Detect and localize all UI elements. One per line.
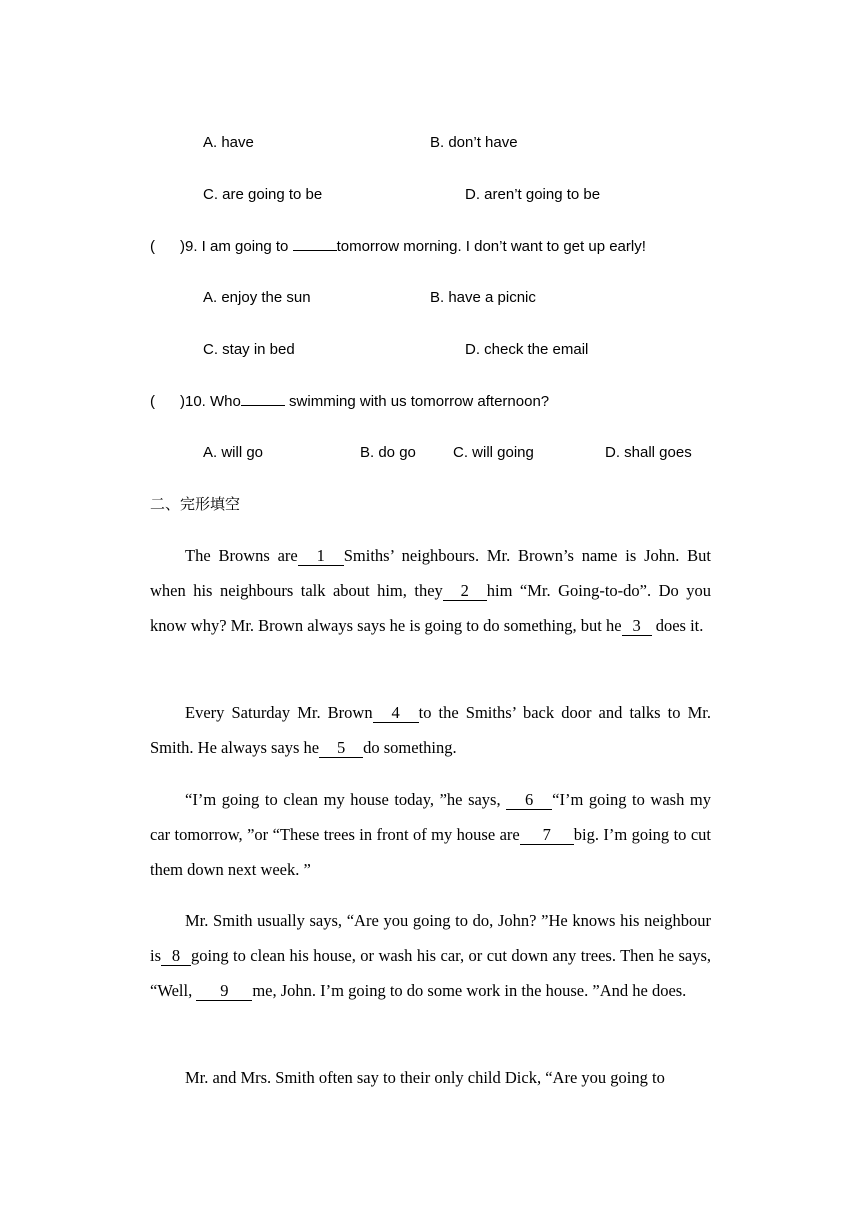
passage-text: “I’m going to clean my house today, ”he says, [185,790,507,809]
question-stem-start: 9. I am going to [185,238,293,255]
passage-paragraph-2 [150,695,711,765]
cloze-blank-7: 7 [520,826,574,845]
q10-option-a: A. will go [203,444,264,461]
passage-text: going to clean his house, or wash his car, or cut down any trees. Then he says, “Well, [150,946,711,1000]
q10-option-d: D. shall goes [605,444,692,461]
q8-option-c: C. are going to be [203,186,323,203]
passage-text: The Browns are [185,546,298,565]
passage-text: does it. [655,616,704,635]
cloze-blank-6: 6 [506,791,552,810]
passage-text: me, John. I’m going to do some work in the house. ”And he does. [252,981,687,1000]
question-10 [150,392,549,412]
q9-option-b: B. have a picnic [430,289,536,306]
passage-text: Mr. and Mrs. Smith often say to their only child Dick, “Are you going to [185,1068,665,1087]
cloze-blank-1: 1 [298,547,344,566]
q9-option-a: A. enjoy the sun [203,289,311,306]
cloze-blank-3: 3 [622,617,652,636]
question-9 [150,237,646,257]
passage-paragraph-3 [150,782,711,887]
passage-text: Every Saturday Mr. Brown [185,703,373,722]
cloze-blank-4: 4 [373,704,419,723]
passage-text: Mr. Smith usually says, “Are you going to do, John? ”He knows his neighbour is [150,911,711,965]
cloze-blank-8: 8 [161,947,191,966]
passage-text: him “Mr. Going-to-do”. Do you know why? Mr. Brown always says he is going to do something, but he [150,581,711,635]
answer-blank [241,405,285,406]
passage-text: Smiths’ neighbours. Mr. Brown’s name is John. But when his neighbours talk about him, they [150,546,711,600]
q8-option-b: B. don’t have [430,134,518,151]
question-stem-end: tomorrow morning. I don’t want to get up early! [336,238,646,255]
q8-option-d: D. aren’t going to be [465,186,601,203]
cloze-blank-9: 9 [196,982,252,1001]
passage-text: do something. [363,738,457,757]
passage-paragraph-4 [150,903,711,1008]
answer-paren: ( ) [150,393,185,410]
passage-text: to the Smiths’ back door and talks to Mr. Smith. He always says he [150,703,711,757]
q8-option-a: A. have [203,134,254,151]
cloze-blank-5: 5 [319,739,363,758]
q9-option-c: C. stay in bed [203,341,295,358]
passage-text: “I’m going to wash my car tomorrow, ”or “These trees in front of my house are [150,790,711,844]
q10-option-c: C. will going [453,444,534,461]
answer-blank [293,250,337,251]
q10-option-b: B. do go [360,444,416,461]
answer-paren: ( ) [150,238,185,255]
section-heading: 二、完形填空 [150,495,241,513]
passage-text: big. I’m going to cut them down next week. ” [150,825,712,879]
q9-option-d: D. check the email [465,341,589,358]
passage-paragraph-1 [150,538,711,643]
question-stem-end: swimming with us tomorrow afternoon? [284,393,550,410]
passage-paragraph-5 [150,1060,711,1095]
cloze-blank-2: 2 [443,582,487,601]
question-stem-start: 10. Who [185,393,241,410]
